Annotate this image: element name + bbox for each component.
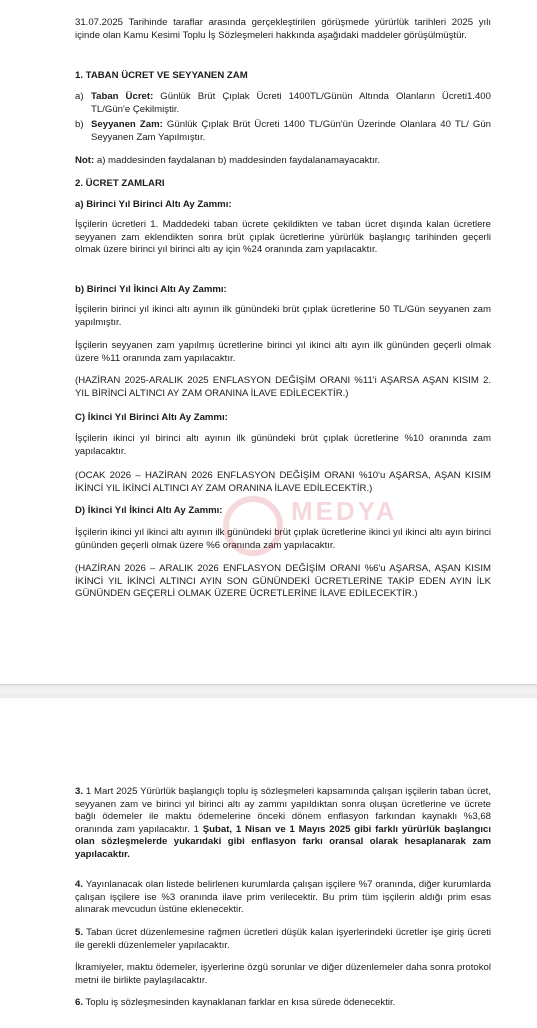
section-2c-note: (OCAK 2026 – HAZİRAN 2026 ENFLASYON DEĞİŞİM ORANI %10'u AŞARSA, AŞAN KISIM İKİNCİ YIL İKİNCİ ALTINCI AY ZAM ORANINA İLAVE EDİLECEKTİR.) xyxy=(75,470,491,494)
seyyanen-zam-label: Seyyanen Zam: xyxy=(91,119,163,130)
section-2-heading: 2. ÜCRET ZAMLARI xyxy=(75,178,165,189)
section-1-note xyxy=(75,155,491,168)
section-2b-note: (HAZİRAN 2025-ARALIK 2025 ENFLASYON DEĞİŞİM ORANI %11'i AŞARSA AŞAN KISIM 2. YIL BİRİNCİ ALTINCI AY ZAM ORANINA İLAVE EDİLECEKTİR.) xyxy=(75,375,491,399)
section-2a-heading: a) Birinci Yıl Birinci Altı Ay Zammı: xyxy=(75,199,232,210)
section-1-item-a xyxy=(75,91,491,116)
section-1-item-b xyxy=(75,119,491,144)
section-6-paragraph xyxy=(75,997,491,1010)
ikramiye-paragraph: İkramiyeler, maktu ödemeler, işyerlerine özgü sorunlar ve diğer düzenlemeler daha sonra protokol metni ile birlikte paylaşılacaktır. xyxy=(75,962,491,986)
section-2d-note: (HAZİRAN 2026 – ARALIK 2026 ENFLASYON DEĞİŞİM ORANI %6'u AŞARSA, AŞAN KISIM İKİNCİ YIL İKİNCİ ALTINCI AYIN SON GÜNÜNDEKİ ÜCRETLERİNE TAKİP EDEN AYIN İLK GÜNÜNDEN GEÇERLİ OLMAK ÜZERE ÜCRETLERİNE İLAVE EDİLECEKTİR.) xyxy=(75,563,491,600)
note-label: Not: xyxy=(75,155,95,166)
section-3-bold-text: Şubat, 1 Nisan ve 1 Mayıs 2025 gibi farklı yürürlük başlangıcı olan sözleşmelerde yukarıdaki gibi enflasyon farkı oransal olarak hesaplanarak zam yapılacaktır. xyxy=(75,823,491,860)
section-5-number: 5. xyxy=(75,927,84,938)
intro-paragraph: 31.07.2025 Tarihinde taraflar arasında gerçekleştirilen görüşmede yürürlük tarihleri 2025 yılı içinde olan Kamu Kesimi Toplu İş Sözleşmeleri hakkında aşağıdaki maddeler görüşülmüştür. xyxy=(75,17,491,41)
section-2c-heading: C) İkinci Yıl Birinci Altı Ay Zammı: xyxy=(75,412,228,423)
seyyanen-zam-text: Günlük Çıplak Brüt Ücreti 1400 TL/Gün'ün Üzerinde Olanlara 40 TL/ Gün Seyyanen Zam Yapılmıştır. xyxy=(91,119,491,143)
section-6-number: 6. xyxy=(75,997,84,1008)
section-4-number: 4. xyxy=(75,879,84,890)
section-3-paragraph xyxy=(75,786,491,862)
section-2b-text-1: İşçilerin birinci yıl ikinci altı ayının ilk günündeki brüt çıplak ücretlerine 50 TL/Gün seyyanen zam yapılmıştır. xyxy=(75,304,491,328)
document-page-2 xyxy=(0,698,537,1028)
taban-ucret-text: Günlük Brüt Çıplak Ücreti 1400TL/Günün Altında Olanların Ücreti1.400 TL/Gün'e Çekilmiştir. xyxy=(91,91,491,115)
note-text: a) maddesinden faydalanan b) maddesinden faydalanamayacaktır. xyxy=(94,155,381,166)
section-2b-heading: b) Birinci Yıl İkinci Altı Ay Zammı: xyxy=(75,284,227,295)
section-5-text: Taban ücret düzenlemesine rağmen ücretleri düşük kalan işyerlerindeki ücretler işe giriş ücreti ile gerekli düzenlemeler yapılacaktır. xyxy=(75,927,491,951)
section-2c-text: İşçilerin ikinci yıl birinci altı ayının ilk günündeki brüt çıplak ücretlerine %10 oranında zam yapılacaktır. xyxy=(75,433,491,457)
section-4-text: Yayınlanacak olan listede belirlenen kurumlarda çalışan işçilere %7 oranında, diğer kurumlarda çalışan işçilere ise %3 oranında ilave prim verilecektir. Bu prim tüm işçilerin aldığı prim esas alınarak mevcudun üstüne eklenecektir. xyxy=(75,879,491,916)
watermark-word: MEDYA xyxy=(291,496,398,526)
item-a-label: a) xyxy=(75,91,84,102)
section-2d-text: İşçilerin ikinci yıl ikinci altı ayının ilk günündeki brüt çıplak ücretlerine ikinci yıl ikinci altı ayın birinci gününden geçerli olmak üzere %6 oranında zam yapılacaktır. xyxy=(75,527,491,551)
section-2a-text: İşçilerin ücretleri 1. Maddedeki taban ücrete çekildikten ve taban ücret dışında kalan ücretlere seyyanen zam eklendikten sonra brüt çıplak ücretlerine yürürlük başlangıç tarihinden geçerli olmak üzere birinci yıl birinci altı ay için %24 oranında zam yapılacaktır. xyxy=(75,219,491,256)
section-4-paragraph xyxy=(75,879,491,917)
section-1-heading: 1. TABAN ÜCRET VE SEYYANEN ZAM xyxy=(75,70,248,81)
section-3-number: 3. xyxy=(75,786,84,797)
section-3-text: 1 Mart 2025 Yürürlük başlangıçlı toplu iş sözleşmeleri kapsamında çalışan işçilerin taban ücret, seyyanen zam ve birinci yıl birinci altı ay zammı yapıldıktan sonra oluşan ücretlerine ve ücrete bağlı ödemeler ile maktu ödemelerine önceki dönem enflasyon farkından kaynaklı %3,68 oranında zam yapılacaktır. 1 xyxy=(75,786,491,835)
item-b-label: b) xyxy=(75,119,84,130)
section-5-paragraph xyxy=(75,927,491,952)
section-2b-text-2: İşçilerin seyyanen zam yapılmış ücretlerine birinci yıl ikinci altı ayın ilk gününden geçerli olmak üzere %11 oranında zam yapılacaktır. xyxy=(75,340,491,364)
section-6-text: Toplu iş sözleşmesinden kaynaklanan farklar en kısa sürede ödenecektir. xyxy=(83,997,396,1008)
section-2d-heading: D) İkinci Yıl İkinci Altı Ay Zammı: xyxy=(75,505,223,516)
taban-ucret-label: Taban Ücret: xyxy=(91,91,154,102)
